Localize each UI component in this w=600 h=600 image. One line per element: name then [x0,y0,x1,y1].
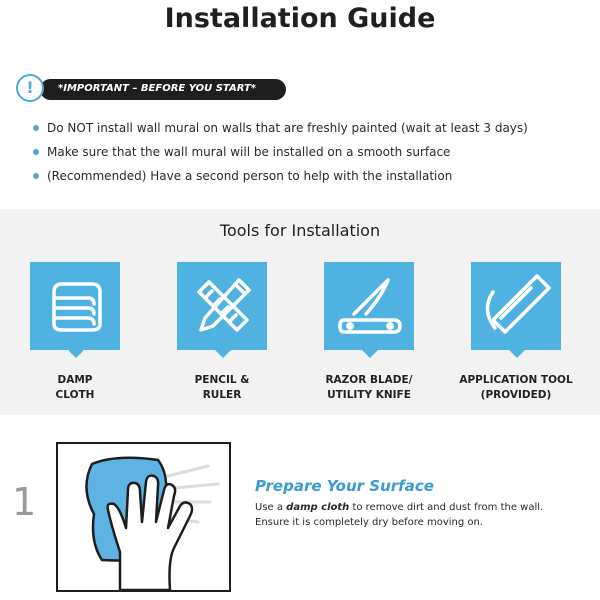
tool-label-line2: CLOTH [55,389,95,401]
tool-label-line1: PENCIL & [194,374,250,386]
list-item: Make sure that the wall mural will be installed on a smooth surface [33,144,528,168]
tool-label-line2: (PROVIDED) [480,389,552,401]
utility-knife-icon [324,262,414,350]
step-number: 1 [12,480,37,524]
tool-label-line1: APPLICATION TOOL [459,374,573,386]
important-banner-label: *IMPORTANT – BEFORE YOU START* [58,83,256,94]
wiping-hand-icon [58,444,229,590]
tool-label-line2: RULER [202,389,242,401]
page-title: Installation Guide [164,3,436,34]
tool-label-line1: RAZOR BLADE/ [325,374,413,386]
list-item: Do NOT install wall mural on walls that are freshly painted (wait at least 3 days) [33,120,528,144]
step-description-line2: Ensure it is completely dry before moving on. [255,517,484,528]
exclamation-icon: ! [16,74,44,102]
step-illustration [56,442,231,592]
step-title: Prepare Your Surface [255,477,434,495]
bullet-dot-icon [33,173,39,179]
squeegee-icon [471,262,561,350]
bullet-dot-icon [33,125,39,131]
step-description-line1: Use a damp cloth to remove dirt and dust from the wall. [255,502,544,513]
folded-cloth-icon [30,262,120,350]
tool-label-line2: UTILITY KNIFE [327,389,411,401]
pencil-ruler-icon [177,262,267,350]
precaution-list [33,120,528,192]
bullet-dot-icon [33,149,39,155]
step-description [255,500,585,530]
list-item: (Recommended) Have a second person to help with the installation [33,168,528,192]
tools-heading: Tools for Installation [219,221,381,240]
tool-label-line1: DAMP [57,374,93,386]
